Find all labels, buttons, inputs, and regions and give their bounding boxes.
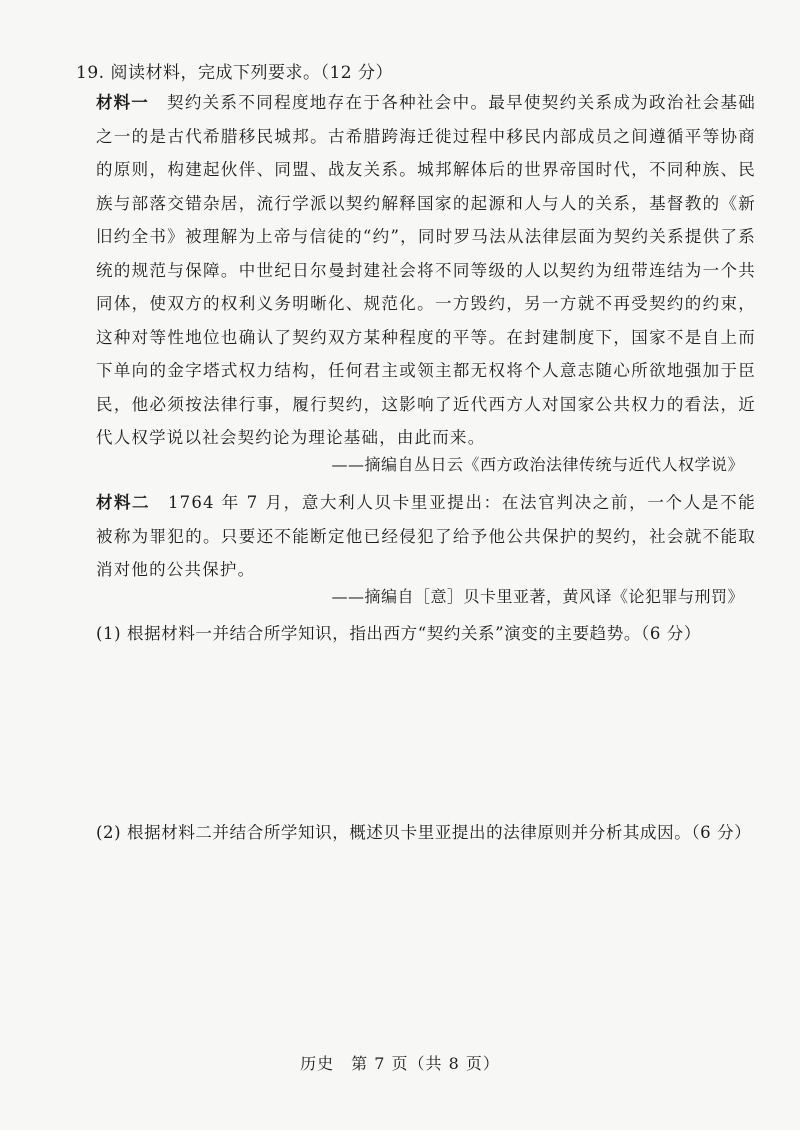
sub-question-1: (1) 根据材料一并结合所学知识，指出西方“契约关系”演变的主要趋势。（6 分） [96, 624, 701, 643]
material-one-source: ——摘编自丛日云《西方政治法律传统与近代人权学说》 [331, 455, 744, 474]
material-two-source: ——摘编自［意］贝卡里亚著，黄风译《论犯罪与刑罚》 [331, 587, 744, 606]
question-header: 19. 阅读材料，完成下列要求。（12 分） [76, 63, 393, 83]
material-two-text: 1764 年 7 月，意大利人贝卡里亚提出：在法官判决之前，一个人是不能被称为罪犯的。只要还不能断定他已经侵犯了给予他公共保护的契约，社会就不能取消对他的公共保护。 [96, 493, 756, 579]
material-one-text: 契约关系不同程度地存在于各种社会中。最早使契约关系成为政治社会基础之一的是古代希腊移民城邦。古希腊跨海迁徙过程中移民内部成员之间遵循平等协商的原则，构建起伙伴、同盟、战友关系。城邦解体后的世界帝国时代，不同种族、民族与部落交错杂居，流行学派以契约解释国家的起源和人与人的关系，基督教的《新旧约全书》被理解为上帝与信徒的“约”，同时罗马法从法律层面为契约关系提供了系统的规范与保障。中世纪日尔曼封建社会将不同等级的人以契约为纽带连结为一个共同体，使双方的权利义务明晰化、规范化。一方毁约，另一方就不再受契约的约束，这种对等性地位也确认了契约双方某种程度的平等。在封建制度下，国家不是自上而下单向的金字塔式权力结构，任何君主或领主都无权将个人意志随心所欲地强加于臣民，他必须按法律行事，履行契约，这影响了近代西方人对国家公共权力的看法，近代人权学说以社会契约论为理论基础，由此而来。 [96, 93, 756, 447]
material-two [96, 486, 756, 587]
material-one-title: 材料一 [96, 93, 149, 112]
page-footer: 历史 第 7 页（共 8 页） [300, 1054, 500, 1073]
sub-question-2: (2) 根据材料二并结合所学知识，概述贝卡里亚提出的法律原则并分析其成因。（6 分） [96, 823, 752, 842]
material-one [96, 86, 756, 455]
material-two-title: 材料二 [96, 493, 150, 512]
